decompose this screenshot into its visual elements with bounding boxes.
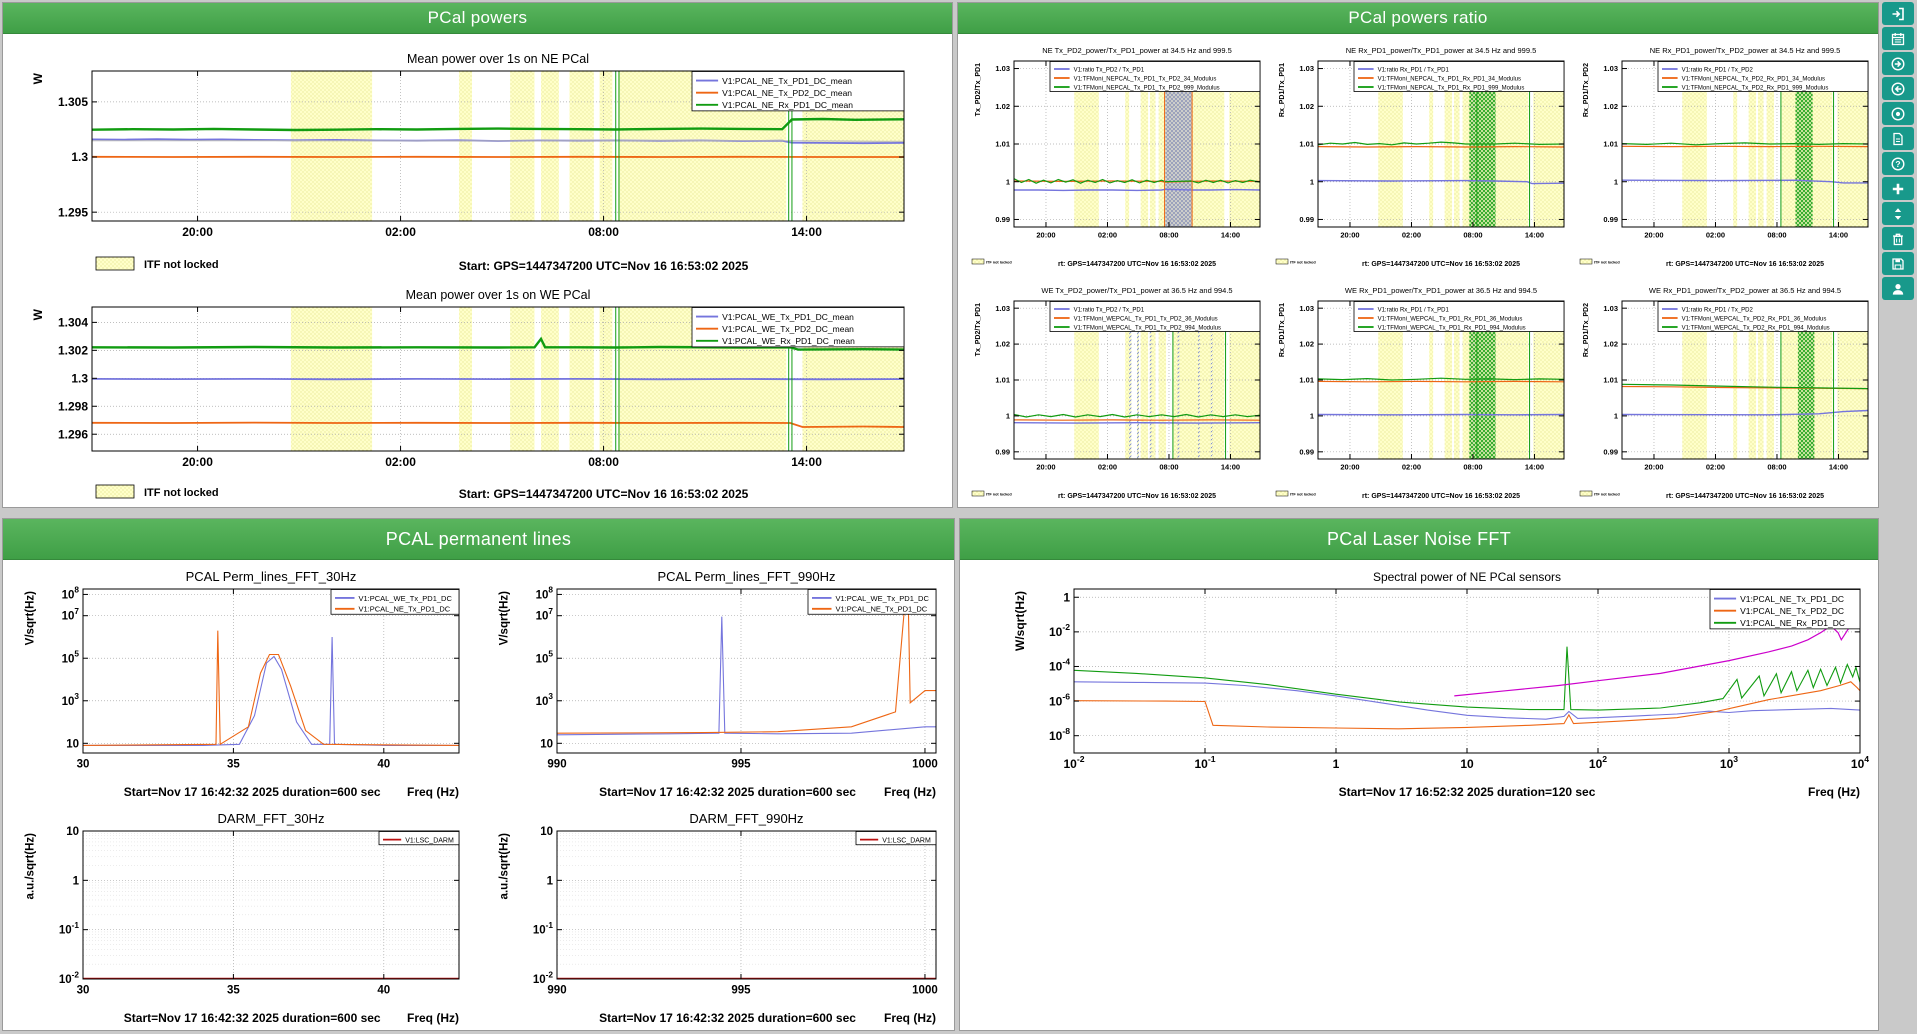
svg-text:14:00: 14:00 [1524, 462, 1545, 472]
svg-text:1: 1 [1005, 177, 1010, 187]
calendar-icon [1890, 31, 1906, 47]
svg-text:PCAL Perm_lines_FFT_990Hz: PCAL Perm_lines_FFT_990Hz [657, 569, 836, 584]
svg-text:Start=Nov 17 16:42:32 2025 dur: Start=Nov 17 16:42:32 2025 duration=600 sec [123, 1011, 381, 1025]
svg-text:V/sqrt(Hz): V/sqrt(Hz) [498, 591, 511, 646]
svg-text:02:00: 02:00 [385, 455, 416, 469]
svg-text:V1:TFMoni_NEPCAL_Tx_PD2_Rx_PD1: V1:TFMoni_NEPCAL_Tx_PD2_Rx_PD1_999_Modulus [1681, 85, 1829, 92]
svg-text:Start=Nov 17 16:42:32 2025 dur: Start=Nov 17 16:42:32 2025 duration=600 sec [599, 1011, 856, 1025]
svg-text:35: 35 [227, 758, 240, 771]
svg-text:V1:PCAL_WE_Tx_PD1_DC_mean: V1:PCAL_WE_Tx_PD1_DC_mean [722, 311, 854, 322]
svg-text:V1:TFMoni_NEPCAL_Tx_PD1_Tx_PD2: V1:TFMoni_NEPCAL_Tx_PD1_Tx_PD2_999_Modulus [1073, 85, 1220, 92]
svg-text:1.295: 1.295 [57, 205, 88, 220]
svg-text:V1:PCAL_NE_Tx_PD2_DC: V1:PCAL_NE_Tx_PD2_DC [1740, 605, 1845, 616]
svg-text:30: 30 [76, 758, 90, 771]
svg-text:V1:TFMoni_WEPCAL_Tx_PD1_Tx_PD2: V1:TFMoni_WEPCAL_Tx_PD1_Tx_PD2_36_Modulus [1073, 316, 1218, 323]
svg-text:08:00: 08:00 [1463, 230, 1483, 240]
svg-text:1.01: 1.01 [995, 375, 1010, 385]
svg-text:V1:PCAL_NE_Rx_PD1_DC_mean: V1:PCAL_NE_Rx_PD1_DC_mean [722, 100, 853, 111]
svg-text:Start=Nov 17 16:42:32 2025 dur: Start=Nov 17 16:42:32 2025 duration=600 sec [123, 785, 381, 799]
svg-text:V1:TFMoni_NEPCAL_Tx_PD1_Tx_PD2: V1:TFMoni_NEPCAL_Tx_PD1_Tx_PD2_34_Modulus [1073, 76, 1217, 83]
svg-text:ITF not locked: ITF not locked [1290, 260, 1316, 265]
svg-text:V1:PCAL_NE_Tx_PD1_DC: V1:PCAL_NE_Tx_PD1_DC [835, 604, 928, 614]
svg-text:V1:LSC_DARM: V1:LSC_DARM [405, 837, 454, 845]
svg-text:14:00: 14:00 [791, 225, 822, 239]
svg-text:30: 30 [76, 984, 90, 997]
svg-text:10-8: $10^{-8}$ [1048, 725, 1070, 743]
svg-text:WE Rx_PD1_power/Tx_PD1_power a: WE Rx_PD1_power/Tx_PD1_power at 36.5 Hz and 994.5 [1344, 286, 1538, 295]
svg-text:V1:LSC_DARM: V1:LSC_DARM [882, 837, 931, 845]
svg-text:NE Rx_PD1_power/Tx_PD1_power a: NE Rx_PD1_power/Tx_PD1_power at 34.5 Hz and 999.5 [1345, 46, 1537, 55]
svg-text:14:00: 14:00 [791, 455, 822, 469]
svg-text:a.u./sqrt(Hz): a.u./sqrt(Hz) [498, 833, 511, 900]
user-icon [1890, 281, 1906, 297]
svg-text:Mean power over 1s on NE PCal: Mean power over 1s on NE PCal [406, 52, 590, 66]
svg-text:08:00: 08:00 [1159, 462, 1179, 472]
svg-text:rt: GPS=1447347200 UTC=Nov 16: rt: GPS=1447347200 UTC=Nov 16 16:53:02 2025 [1362, 493, 1520, 500]
arrow-right-button[interactable] [1882, 52, 1914, 75]
svg-text:104: $10^4$ [1850, 754, 1870, 771]
svg-text:PCAL Perm_lines_FFT_30Hz: PCAL Perm_lines_FFT_30Hz [185, 569, 357, 584]
record-icon [1890, 106, 1906, 122]
svg-text:1.302: 1.302 [57, 343, 88, 358]
svg-text:02:00: 02:00 [1401, 462, 1422, 472]
svg-text:DARM_FFT_990Hz: DARM_FFT_990Hz [689, 811, 804, 826]
svg-text:02:00: 02:00 [1705, 462, 1726, 472]
svg-text:ITF not locked: ITF not locked [986, 492, 1012, 497]
svg-text:990: 990 [547, 758, 567, 771]
svg-text:105: $10^5$ [61, 649, 79, 666]
svg-text:14:00: 14:00 [1220, 462, 1241, 472]
svg-text:10: 10 [1460, 757, 1474, 771]
svg-text:1.02: 1.02 [1299, 339, 1314, 349]
svg-text:1.03: 1.03 [1299, 64, 1314, 74]
svg-text:Rx_PD1/Tx_PD2: Rx_PD1/Tx_PD2 [1583, 303, 1590, 358]
svg-text:20:00: 20:00 [1036, 462, 1056, 472]
svg-text:V1:ratio Tx_PD2 / Tx_PD1: V1:ratio Tx_PD2 / Tx_PD1 [1073, 307, 1145, 314]
svg-text:10: 10 [540, 826, 553, 839]
svg-text:107: $10^7$ [535, 606, 553, 623]
svg-text:10-2: $10^{-2}$ [532, 970, 553, 987]
panel-header-pcal-powers: PCal powers [3, 3, 952, 34]
svg-text:1: 1 [546, 875, 553, 888]
panel-pcal-permanent-lines [2, 518, 955, 1031]
svg-text:Tx_PD2/Tx_PD1: Tx_PD2/Tx_PD1 [975, 63, 982, 117]
svg-text:14:00: 14:00 [1828, 462, 1849, 472]
trash-icon [1890, 231, 1906, 247]
svg-text:02:00: 02:00 [1401, 230, 1422, 240]
document-button[interactable] [1882, 127, 1914, 150]
svg-text:Freq (Hz): Freq (Hz) [884, 785, 936, 799]
svg-text:1: 1 [1332, 757, 1340, 771]
svg-text:V1:PCAL_WE_Tx_PD2_DC_mean: V1:PCAL_WE_Tx_PD2_DC_mean [722, 323, 854, 334]
panel-header-pcal-permanent-lines: PCAL permanent lines [3, 519, 954, 560]
chart-darm-fft-990hz [481, 805, 952, 1029]
chart-ne-mean-power [6, 35, 950, 277]
svg-text:20:00: 20:00 [1340, 462, 1360, 472]
chart-perm-lines-fft-990hz [481, 563, 952, 803]
svg-text:DARM_FFT_30Hz: DARM_FFT_30Hz [217, 811, 325, 826]
reorder-button[interactable] [1882, 202, 1914, 225]
svg-text:1.03: 1.03 [995, 303, 1010, 313]
svg-text:10: 10 [66, 738, 79, 751]
svg-text:1.296: 1.296 [57, 427, 88, 442]
panel-header-pcal-laser-noise-fft: PCal Laser Noise FFT [960, 519, 1878, 560]
svg-text:995: 995 [731, 758, 751, 771]
svg-text:35: 35 [227, 984, 240, 997]
svg-text:107: $10^7$ [61, 606, 79, 623]
svg-text:V1:PCAL_WE_Tx_PD1_DC: V1:PCAL_WE_Tx_PD1_DC [358, 593, 452, 603]
svg-text:V1:TFMoni_WEPCAL_Tx_PD2_Rx_PD1: V1:TFMoni_WEPCAL_Tx_PD2_Rx_PD1_994_Modulus [1681, 325, 1830, 332]
svg-text:40: 40 [377, 758, 391, 771]
chart-perm-lines-fft-30hz [7, 563, 475, 803]
svg-text:rt: GPS=1447347200 UTC=Nov 16: rt: GPS=1447347200 UTC=Nov 16 16:53:02 2025 [1666, 493, 1824, 500]
svg-text:Freq (Hz): Freq (Hz) [407, 785, 459, 799]
svg-text:1.03: 1.03 [1603, 303, 1618, 313]
svg-text:1000: 1000 [912, 758, 938, 771]
svg-text:1.3: 1.3 [71, 150, 88, 165]
svg-text:Mean power over 1s on WE PCal: Mean power over 1s on WE PCal [405, 288, 591, 302]
svg-text:V1:ratio Rx_PD1 / Tx_PD2: V1:ratio Rx_PD1 / Tx_PD2 [1681, 307, 1753, 314]
svg-text:V1:ratio Rx_PD1 / Tx_PD1: V1:ratio Rx_PD1 / Tx_PD1 [1377, 307, 1449, 314]
svg-text:rt: GPS=1447347200 UTC=Nov 16: rt: GPS=1447347200 UTC=Nov 16 16:53:02 2025 [1666, 261, 1824, 268]
svg-text:1: 1 [1613, 411, 1618, 421]
svg-text:105: $10^5$ [535, 649, 553, 666]
svg-text:1.01: 1.01 [1603, 139, 1618, 149]
svg-text:W/sqrt(Hz): W/sqrt(Hz) [1013, 591, 1027, 651]
svg-text:V1:TFMoni_WEPCAL_Tx_PD1_Rx_PD1: V1:TFMoni_WEPCAL_Tx_PD1_Rx_PD1_36_Modulus [1377, 316, 1523, 323]
svg-text:08:00: 08:00 [1767, 230, 1787, 240]
svg-text:Tx_PD2/Tx_PD1: Tx_PD2/Tx_PD1 [975, 303, 982, 357]
sidebar-toolbar [1882, 2, 1916, 300]
arrow-right-icon [1890, 56, 1906, 72]
svg-text:10-6: $10^{-6}$ [1048, 691, 1070, 709]
arrow-left-button[interactable] [1882, 77, 1914, 100]
svg-text:V1:PCAL_NE_Tx_PD1_DC: V1:PCAL_NE_Tx_PD1_DC [358, 604, 451, 614]
chart-spectral-ne-sensors [966, 563, 1874, 803]
svg-text:Start=Nov 17 16:42:32 2025 dur: Start=Nov 17 16:42:32 2025 duration=600 sec [599, 785, 856, 799]
arrow-left-icon [1890, 81, 1906, 97]
svg-text:Start=Nov 17 16:52:32 2025 dur: Start=Nov 17 16:52:32 2025 duration=120 sec [1338, 785, 1596, 799]
svg-text:V1:ratio Rx_PD1 / Tx_PD2: V1:ratio Rx_PD1 / Tx_PD2 [1681, 67, 1753, 74]
svg-text:V1:PCAL_NE_Rx_PD1_DC: V1:PCAL_NE_Rx_PD1_DC [1740, 618, 1845, 629]
svg-text:1.03: 1.03 [1299, 303, 1314, 313]
svg-text:1.298: 1.298 [57, 399, 88, 414]
svg-text:103: $10^3$ [535, 692, 553, 708]
svg-text:20:00: 20:00 [1644, 230, 1664, 240]
svg-text:?: ? [1895, 158, 1901, 169]
svg-text:V1:TFMoni_NEPCAL_Tx_PD1_Rx_PD1: V1:TFMoni_NEPCAL_Tx_PD1_Rx_PD1_34_Modulus [1377, 76, 1522, 83]
svg-text:V1:ratio Rx_PD1 / Tx_PD1: V1:ratio Rx_PD1 / Tx_PD1 [1377, 67, 1449, 74]
svg-text:V1:PCAL_WE_Rx_PD1_DC_mean: V1:PCAL_WE_Rx_PD1_DC_mean [722, 336, 855, 347]
svg-text:1000: 1000 [912, 984, 938, 997]
svg-text:1.305: 1.305 [57, 95, 88, 110]
sign-in-button[interactable] [1882, 2, 1914, 25]
svg-text:WE Rx_PD1_power/Tx_PD2_power a: WE Rx_PD1_power/Tx_PD2_power at 36.5 Hz and 994.5 [1648, 286, 1842, 295]
chart-we-mean-power [6, 277, 950, 505]
chart-ratio-ne-rxpd1-txpd1 [1272, 35, 1572, 273]
svg-text:1: 1 [1063, 590, 1070, 605]
svg-text:20:00: 20:00 [1036, 230, 1056, 240]
svg-text:10-4: $10^{-4}$ [1048, 656, 1070, 674]
chart-spectral-we-sensors [966, 805, 1874, 1029]
user-button[interactable] [1882, 277, 1914, 300]
svg-text:40: 40 [377, 984, 391, 997]
svg-text:1.02: 1.02 [995, 339, 1010, 349]
help-button[interactable] [1882, 152, 1914, 175]
panel-pcal-powers [2, 2, 953, 508]
svg-text:10-1: $10^{-1}$ [1194, 754, 1216, 771]
save-button[interactable] [1882, 252, 1914, 275]
add-button[interactable] [1882, 177, 1914, 200]
svg-text:14:00: 14:00 [1828, 230, 1849, 240]
svg-text:ITF not locked: ITF not locked [1594, 260, 1620, 265]
svg-text:10-1: $10^{-1}$ [532, 920, 553, 937]
svg-text:1: 1 [1309, 411, 1314, 421]
svg-text:20:00: 20:00 [1340, 230, 1360, 240]
svg-text:1.03: 1.03 [1603, 64, 1618, 74]
svg-text:1: 1 [1005, 411, 1010, 421]
svg-text:02:00: 02:00 [1097, 462, 1118, 472]
svg-text:1.02: 1.02 [1603, 339, 1618, 349]
svg-text:V1:TFMoni_WEPCAL_Tx_PD2_Rx_PD1: V1:TFMoni_WEPCAL_Tx_PD2_Rx_PD1_36_Modulus [1681, 316, 1827, 323]
chart-ratio-we-rxpd1-txpd1 [1272, 275, 1572, 505]
svg-text:08:00: 08:00 [1159, 230, 1179, 240]
svg-text:1: 1 [72, 875, 79, 888]
svg-text:10-1: $10^{-1}$ [58, 920, 79, 937]
svg-text:V1:TFMoni_NEPCAL_Tx_PD1_Rx_PD1: V1:TFMoni_NEPCAL_Tx_PD1_Rx_PD1_999_Modulus [1377, 85, 1525, 92]
svg-text:WE Tx_PD2_power/Tx_PD1_power a: WE Tx_PD2_power/Tx_PD1_power at 36.5 Hz and 994.5 [1041, 286, 1233, 295]
svg-text:08:00: 08:00 [1767, 462, 1787, 472]
svg-text:V1:TFMoni_WEPCAL_Tx_PD1_Tx_PD2: V1:TFMoni_WEPCAL_Tx_PD1_Tx_PD2_994_Modulus [1073, 325, 1222, 332]
svg-text:NE Tx_PD2_power/Tx_PD1_power a: NE Tx_PD2_power/Tx_PD1_power at 34.5 Hz and 999.5 [1042, 46, 1232, 55]
svg-text:a.u./sqrt(Hz): a.u./sqrt(Hz) [24, 833, 37, 900]
svg-text:ITF not locked: ITF not locked [144, 487, 219, 499]
chart-darm-fft-30hz [7, 805, 475, 1029]
svg-text:1.01: 1.01 [1603, 375, 1618, 385]
svg-text:1.03: 1.03 [995, 64, 1010, 74]
svg-text:NE Rx_PD1_power/Tx_PD2_power a: NE Rx_PD1_power/Tx_PD2_power at 34.5 Hz and 999.5 [1649, 46, 1841, 55]
chart-ratio-we-rxpd1-txpd2 [1576, 275, 1876, 505]
document-icon [1890, 131, 1906, 147]
svg-text:10: 10 [66, 826, 79, 839]
sign-in-icon [1890, 6, 1906, 22]
svg-text:108: $10^8$ [61, 585, 79, 602]
svg-text:1.02: 1.02 [995, 101, 1010, 111]
svg-text:08:00: 08:00 [1463, 462, 1483, 472]
svg-text:20:00: 20:00 [182, 455, 213, 469]
svg-text:V1:ratio Tx_PD2 / Tx_PD1: V1:ratio Tx_PD2 / Tx_PD1 [1073, 67, 1145, 74]
svg-text:02:00: 02:00 [1705, 230, 1726, 240]
svg-text:rt: GPS=1447347200 UTC=Nov 16: rt: GPS=1447347200 UTC=Nov 16 16:53:02 2025 [1362, 261, 1520, 268]
svg-text:02:00: 02:00 [1097, 230, 1118, 240]
svg-text:1.02: 1.02 [1299, 101, 1314, 111]
svg-text:ITF not locked: ITF not locked [1594, 492, 1620, 497]
svg-text:08:00: 08:00 [588, 455, 619, 469]
svg-text:10-2: $10^{-2}$ [58, 970, 79, 987]
svg-text:rt: GPS=1447347200 UTC=Nov 16: rt: GPS=1447347200 UTC=Nov 16 16:53:02 2025 [1058, 261, 1216, 268]
svg-text:995: 995 [731, 984, 751, 997]
panel-header-pcal-powers-ratio: PCal powers ratio [958, 3, 1878, 34]
svg-text:1.304: 1.304 [57, 315, 88, 330]
svg-text:rt: GPS=1447347200 UTC=Nov 16: rt: GPS=1447347200 UTC=Nov 16 16:53:02 2025 [1058, 493, 1216, 500]
svg-text:14:00: 14:00 [1220, 230, 1241, 240]
svg-text:V1:PCAL_NE_Tx_PD1_DC_mean: V1:PCAL_NE_Tx_PD1_DC_mean [722, 75, 853, 86]
svg-text:ITF not locked: ITF not locked [986, 260, 1012, 265]
svg-text:V1:PCAL_NE_Tx_PD2_DC_mean: V1:PCAL_NE_Tx_PD2_DC_mean [722, 87, 853, 98]
svg-text:V1:PCAL_NE_Tx_PD1_DC: V1:PCAL_NE_Tx_PD1_DC [1740, 593, 1845, 604]
svg-text:20:00: 20:00 [1644, 462, 1664, 472]
svg-text:103: $10^3$ [61, 692, 79, 708]
svg-text:08:00: 08:00 [588, 225, 619, 239]
svg-text:Rx_PD1/Tx_PD1: Rx_PD1/Tx_PD1 [1279, 63, 1286, 118]
svg-text:990: 990 [547, 984, 567, 997]
svg-text:Freq (Hz): Freq (Hz) [407, 1011, 459, 1025]
svg-text:0.99: 0.99 [1603, 447, 1618, 457]
svg-text:20:00: 20:00 [182, 225, 213, 239]
svg-text:1: 1 [1309, 177, 1314, 187]
record-button[interactable] [1882, 102, 1914, 125]
svg-text:Start: GPS=1447347200 UTC=Nov: Start: GPS=1447347200 UTC=Nov 16 16:53:02 2025 [458, 259, 749, 273]
svg-text:0.99: 0.99 [995, 215, 1010, 225]
chart-ratio-ne-rxpd1-txpd2 [1576, 35, 1876, 273]
svg-text:1.01: 1.01 [1299, 139, 1314, 149]
svg-text:W: W [31, 309, 45, 321]
save-icon [1890, 256, 1906, 272]
svg-text:14:00: 14:00 [1524, 230, 1545, 240]
panel-pcal-laser-noise-fft [959, 518, 1879, 1031]
chart-ratio-we-txpd2-txpd1 [968, 275, 1268, 505]
svg-text:1: 1 [1613, 177, 1618, 187]
svg-text:V1:PCAL_WE_Tx_PD1_DC: V1:PCAL_WE_Tx_PD1_DC [835, 593, 929, 603]
svg-text:Rx_PD1/Tx_PD1: Rx_PD1/Tx_PD1 [1279, 303, 1286, 358]
svg-text:1.3: 1.3 [71, 371, 88, 386]
svg-text:0.99: 0.99 [1299, 215, 1314, 225]
svg-text:102: $10^2$ [1588, 754, 1608, 771]
reorder-icon [1890, 206, 1906, 222]
calendar-button[interactable] [1882, 27, 1914, 50]
svg-text:0.99: 0.99 [1603, 215, 1618, 225]
svg-text:02:00: 02:00 [385, 225, 416, 239]
svg-text:ITF not locked: ITF not locked [144, 259, 219, 271]
svg-text:ITF not locked: ITF not locked [1290, 492, 1316, 497]
svg-text:Freq (Hz): Freq (Hz) [884, 1011, 936, 1025]
svg-text:V1:TFMoni_NEPCAL_Tx_PD2_Rx_PD1: V1:TFMoni_NEPCAL_Tx_PD2_Rx_PD1_34_Modulus [1681, 76, 1826, 83]
svg-text:108: $10^8$ [535, 585, 553, 602]
chart-ratio-ne-txpd2-txpd1 [968, 35, 1268, 273]
svg-text:V/sqrt(Hz): V/sqrt(Hz) [24, 591, 37, 646]
svg-text:Start: GPS=1447347200 UTC=Nov: Start: GPS=1447347200 UTC=Nov 16 16:53:02 2025 [458, 487, 749, 501]
help-icon [1890, 156, 1906, 172]
svg-text:10-2: $10^{-2}$ [1063, 754, 1085, 771]
svg-text:1.01: 1.01 [1299, 375, 1314, 385]
svg-text:103: $10^3$ [1719, 754, 1739, 771]
svg-text:0.99: 0.99 [995, 447, 1010, 457]
svg-text:Freq (Hz): Freq (Hz) [1808, 785, 1860, 799]
trash-button[interactable] [1882, 227, 1914, 250]
svg-text:Spectral power of NE PCal sens: Spectral power of NE PCal sensors [1372, 570, 1562, 584]
svg-text:W: W [31, 73, 45, 85]
svg-text:0.99: 0.99 [1299, 447, 1314, 457]
svg-text:1.02: 1.02 [1603, 101, 1618, 111]
panel-pcal-powers-ratio [957, 2, 1879, 508]
add-icon [1890, 181, 1906, 197]
svg-text:10-2: $10^{-2}$ [1048, 622, 1070, 640]
svg-text:10: 10 [540, 738, 553, 751]
svg-text:1.01: 1.01 [995, 139, 1010, 149]
svg-text:Rx_PD1/Tx_PD2: Rx_PD1/Tx_PD2 [1583, 63, 1590, 118]
svg-text:V1:TFMoni_WEPCAL_Tx_PD1_Rx_PD1: V1:TFMoni_WEPCAL_Tx_PD1_Rx_PD1_994_Modulus [1377, 325, 1526, 332]
